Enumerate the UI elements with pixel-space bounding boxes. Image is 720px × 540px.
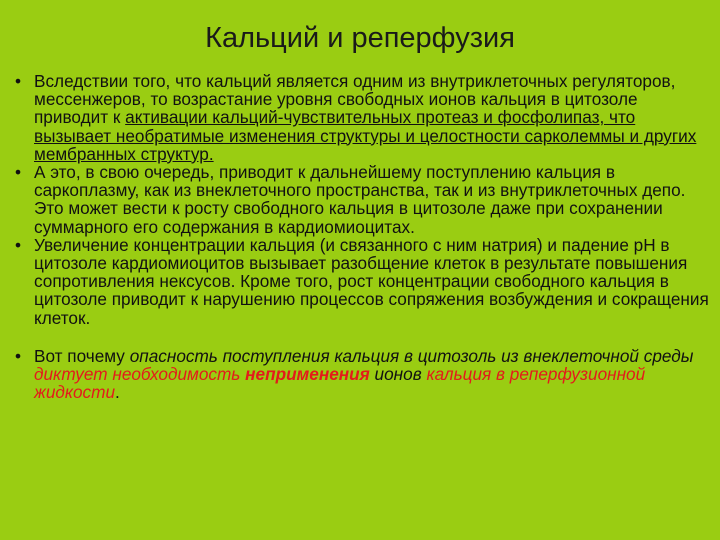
bullet-4-red-bold-text: неприменения	[245, 364, 370, 385]
bullet-3-text: Увеличение концентрации кальция (и связанного с ним натрия) и падение pH в цитозоле кардиомиоцитов вызывает разобщение клеток в результате повышения сопротивления нексусов. Кроме того, рост концентрации свободного кальция в цитозоле приводит к нарушению процессов сопряжения возбуждения и сокращения клеток.	[34, 234, 709, 328]
bullet-4-italic-text-2: ионов	[369, 364, 427, 385]
bullet-4-italic-text: опасность поступления кальция в цитозоль из внеклеточной среды	[129, 345, 694, 366]
bullet-1-text: Вследствии того, что кальций является одним из внутриклеточных регуляторов, мессенжеров, то возрастание уровня свободных ионов кальция в цитозоле приводит к	[34, 71, 676, 128]
bullet-4-red-text: диктует необходимость	[34, 364, 246, 385]
slide-title: Кальций и реперфузия	[205, 22, 515, 54]
bullet-dot: •	[14, 234, 22, 255]
bullet-2-text: А это, в свою очередь, приводит к дальнейшему поступлению кальция в саркоплазму, как из внеклеточного пространства, так и из внутриклеточных депо. Это может вести к росту свободного кальция в цитозоле даже при сохранении суммарного его содержания в кардиомиоцитах.	[34, 162, 686, 237]
bullet-dot: •	[14, 345, 22, 366]
bullet-dot: •	[14, 71, 22, 91]
bullet-list	[8, 72, 712, 401]
bullet-4-prefix: Вот почему	[34, 345, 130, 366]
bullet-4-end: .	[115, 382, 120, 403]
bullet-4-red-text-2: кальция в реперфузионной жидкости	[34, 364, 646, 403]
bullet-item-1	[8, 72, 712, 163]
bullet-item-3	[8, 236, 712, 327]
bullet-dot: •	[14, 162, 22, 183]
bullet-item-4	[8, 347, 712, 402]
bullet-1-underlined-text: активации кальций-чувствительных протеаз и фосфолипаз, что вызывает необратимые изменения структуры и целостности сарколеммы и других мембранных структур.	[34, 107, 697, 164]
bullet-item-2	[8, 163, 712, 236]
